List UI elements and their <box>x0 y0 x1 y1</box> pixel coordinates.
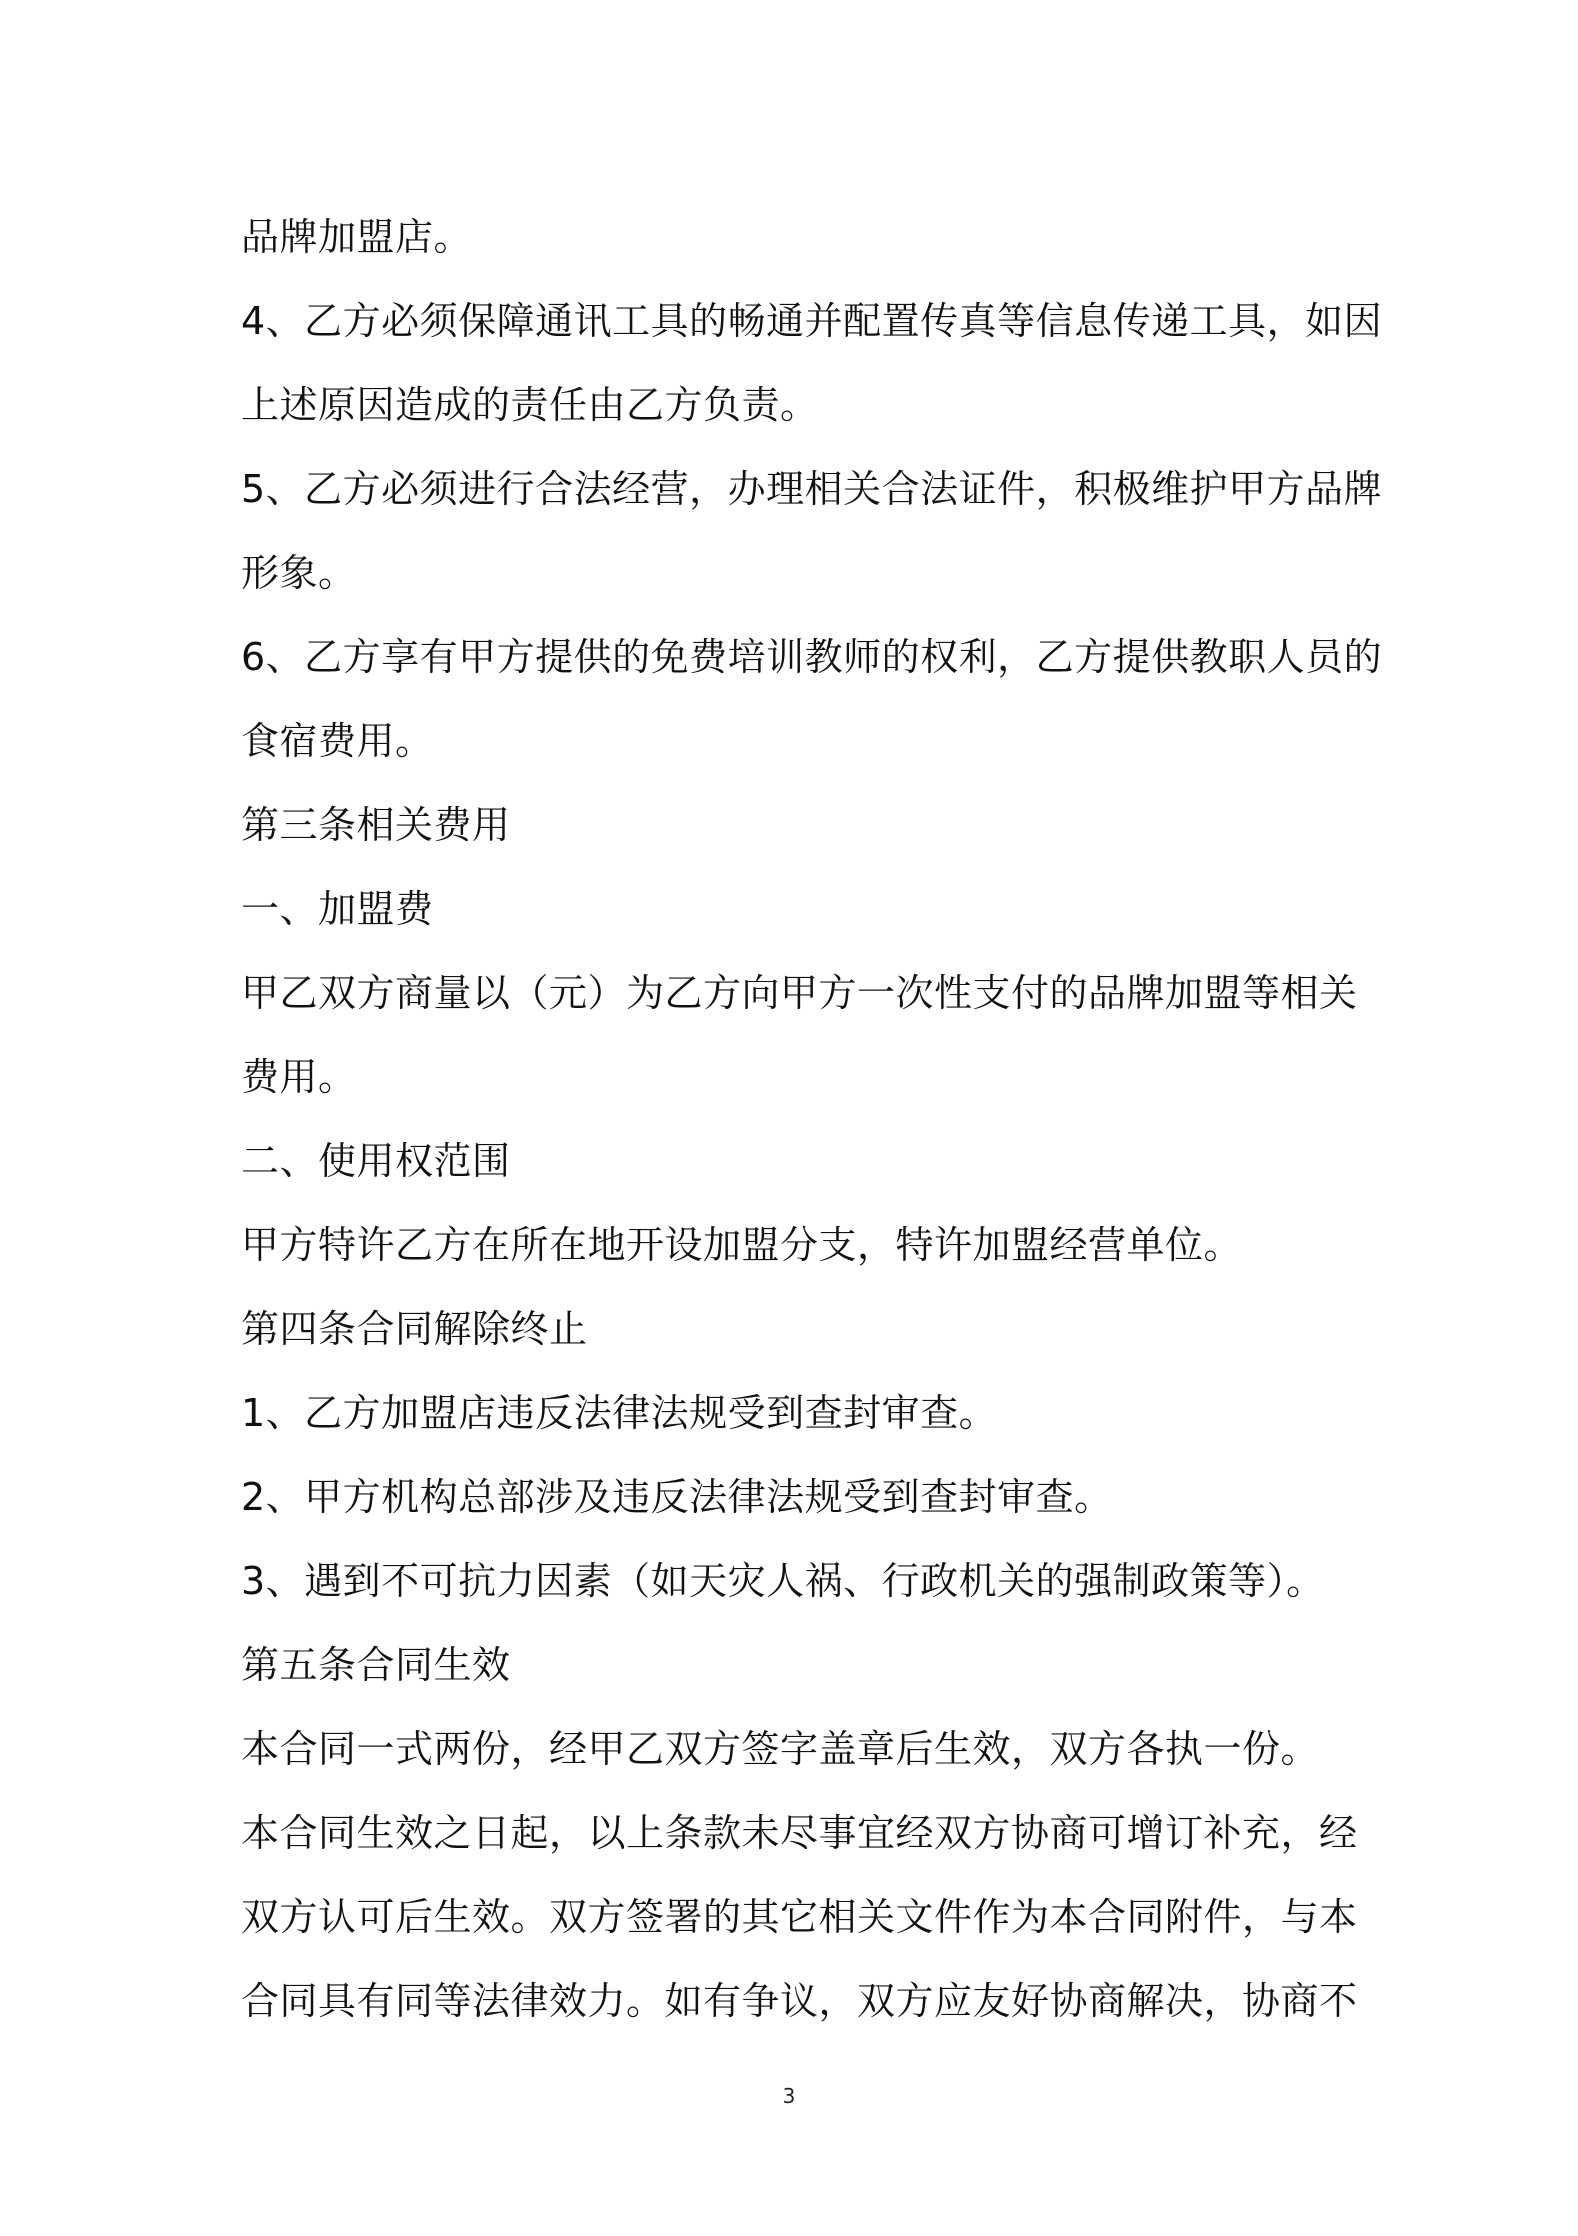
section-heading: 第三条相关费用 <box>241 803 511 847</box>
text-line: 6、乙方享有甲方提供的免费培训教师的权利，乙方提供教职人员的 <box>241 635 1383 679</box>
text-line: 4、乙方必须保障通讯工具的畅通并配置传真等信息传递工具，如因 <box>241 299 1383 343</box>
text-line: 甲方特许乙方在所在地开设加盟分支，特许加盟经营单位。 <box>241 1223 1243 1267</box>
document-body <box>241 195 1383 2043</box>
text-line: 食宿费用。 <box>241 719 434 763</box>
text-line: 甲乙双方商量以（元）为乙方向甲方一次性支付的品牌加盟等相关 <box>241 971 1358 1015</box>
text-line: 上述原因造成的责任由乙方负责。 <box>241 383 819 427</box>
text-line: 形象。 <box>241 551 357 595</box>
text-line: 双方认可后生效。双方签署的其它相关文件作为本合同附件，与本 <box>241 1895 1358 1939</box>
section-heading: 第四条合同解除终止 <box>241 1307 588 1351</box>
subsection-heading: 一、加盟费 <box>241 887 434 931</box>
section-heading: 第五条合同生效 <box>241 1643 511 1687</box>
text-line: 5、乙方必须进行合法经营，办理相关合法证件，积极维护甲方品牌 <box>241 467 1383 511</box>
text-line: 3、遇到不可抗力因素（如天灾人祸、行政机关的强制政策等）。 <box>241 1559 1325 1603</box>
page-number: 3 <box>782 2084 796 2108</box>
text-line: 品牌加盟店。 <box>241 215 473 259</box>
text-line: 合同具有同等法律效力。如有争议，双方应友好协商解决，协商不 <box>241 1979 1358 2023</box>
subsection-heading: 二、使用权范围 <box>241 1139 511 1183</box>
text-line: 费用。 <box>241 1055 357 1099</box>
text-line: 本合同生效之日起，以上条款未尽事宜经双方协商可增订补充，经 <box>241 1811 1358 1855</box>
text-line: 本合同一式两份，经甲乙双方签字盖章后生效，双方各执一份。 <box>241 1727 1320 1771</box>
text-line: 2、甲方机构总部涉及违反法律法规受到查封审查。 <box>241 1475 1113 1519</box>
text-line: 1、乙方加盟店违反法律法规受到查封审查。 <box>241 1391 998 1435</box>
